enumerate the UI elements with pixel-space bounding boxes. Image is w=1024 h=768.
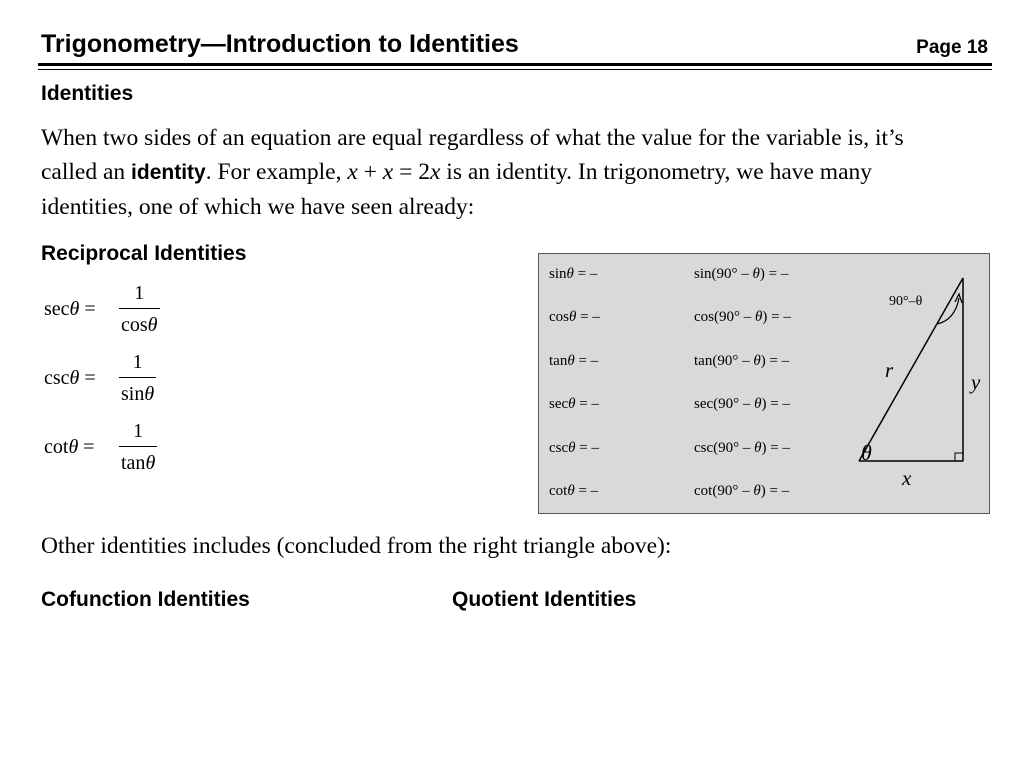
theta-symbol: θ	[567, 352, 575, 369]
equals-dash: = –	[576, 309, 600, 326]
other-identities-text: Other identities includes (concluded from the right triangle above):	[41, 533, 672, 559]
complement-angle: (90° –	[713, 396, 755, 413]
function-name: sec	[549, 396, 569, 413]
fraction	[119, 281, 160, 337]
example-var: x	[429, 159, 441, 185]
theta-symbol: θ	[753, 352, 761, 369]
complement-angle: (90° –	[712, 483, 754, 499]
angle-theta-label: θ	[861, 440, 872, 465]
function-name: csc	[549, 439, 569, 456]
top-angle-label: 90°–θ	[889, 294, 923, 309]
function-name: sec	[694, 396, 714, 413]
theta-symbol: θ	[569, 309, 577, 326]
theta-symbol: θ	[144, 383, 155, 405]
intro-text-2: . For example,	[205, 159, 348, 185]
function-name: cot	[549, 483, 568, 499]
numerator: 1	[134, 282, 145, 304]
example-var: x	[382, 159, 394, 185]
equals-dash: = –	[574, 352, 599, 369]
function-name: sec	[44, 298, 70, 320]
complement-angle: (90° –	[711, 266, 753, 282]
theta-symbol: θ	[69, 367, 80, 389]
theta-symbol: θ	[755, 309, 763, 326]
numerator: 1	[132, 351, 143, 373]
theta-symbol: θ	[69, 298, 80, 320]
quotient-heading: Quotient Identities	[452, 588, 637, 611]
equals-dash: = –	[575, 396, 599, 413]
numerator: 1	[133, 420, 144, 442]
complement-angle: (90° –	[713, 439, 755, 456]
example-var: x	[347, 159, 358, 185]
function-name: sin	[549, 266, 567, 282]
equals-sign: =	[79, 367, 96, 389]
equals-dash: ) = –	[760, 352, 790, 369]
page-title: Trigonometry—Introduction to Identities	[41, 30, 519, 58]
theta-symbol: θ	[752, 266, 760, 282]
denominator	[119, 451, 157, 475]
fraction-bar	[119, 377, 156, 378]
function-name: cot	[44, 436, 69, 458]
intro-text-1: When two sides of an equation are equal regardless of what the value for the variable is, it’s called an	[41, 125, 904, 185]
equals-sign: =	[78, 436, 95, 458]
identity-panel	[538, 253, 990, 514]
equals-dash: = –	[573, 266, 598, 282]
theta-symbol: θ	[754, 439, 762, 456]
opposite-label: y	[971, 370, 981, 394]
theta-symbol: θ	[566, 266, 574, 282]
function-name: csc	[44, 367, 70, 389]
intro-text-3: is an identity. In trigonometry, we have many identities, one of which we have seen already:	[41, 159, 873, 220]
function-name: cos	[694, 309, 714, 326]
theta-symbol: θ	[145, 452, 156, 474]
adjacent-label: x	[902, 466, 912, 490]
denominator	[119, 313, 160, 337]
reciprocal-heading: Reciprocal Identities	[41, 242, 247, 265]
theta-symbol: θ	[568, 439, 576, 456]
function-name: tan	[694, 352, 713, 369]
equals-dash: ) = –	[762, 309, 791, 326]
function-name: cos	[549, 309, 569, 326]
theta-symbol: θ	[147, 314, 158, 336]
equals-dash: ) = –	[761, 396, 790, 413]
fraction	[119, 419, 157, 475]
title-rule-thick	[38, 63, 992, 66]
intro-paragraph	[41, 121, 941, 224]
complement-angle: (90° –	[714, 309, 755, 326]
function-name: cos	[121, 314, 148, 336]
right-triangle-diagram	[539, 254, 991, 515]
cofunction-heading: Cofunction Identities	[41, 588, 250, 611]
fraction-bar	[119, 446, 157, 447]
example-equals: = 2	[393, 159, 430, 185]
function-name: tan	[121, 452, 146, 474]
function-name: sin	[694, 266, 712, 282]
function-name: sin	[121, 383, 145, 405]
function-name: cot	[694, 483, 713, 499]
equals-dash: = –	[575, 439, 599, 456]
hypotenuse-label: r	[885, 358, 894, 382]
theta-symbol: θ	[568, 396, 576, 413]
fraction-bar	[119, 308, 160, 309]
identities-heading: Identities	[41, 82, 134, 105]
theta-symbol: θ	[753, 483, 761, 499]
title-rule-thin	[38, 69, 992, 70]
identity-keyword: identity	[131, 161, 206, 184]
function-name: csc	[694, 439, 714, 456]
example-plus: +	[357, 159, 383, 185]
complement-angle: (90° –	[712, 352, 754, 369]
theta-symbol: θ	[567, 483, 575, 499]
theta-symbol: θ	[68, 436, 79, 458]
right-angle-marker	[955, 453, 963, 461]
denominator	[119, 382, 156, 406]
equals-dash: ) = –	[760, 483, 790, 499]
function-name: tan	[549, 352, 568, 369]
equals-dash: = –	[574, 483, 599, 499]
theta-symbol: θ	[754, 396, 762, 413]
equals-dash: ) = –	[761, 439, 790, 456]
page-number: Page 18	[916, 37, 988, 58]
fraction	[119, 350, 156, 406]
equals-dash: ) = –	[759, 266, 789, 282]
equals-sign: =	[79, 298, 96, 320]
